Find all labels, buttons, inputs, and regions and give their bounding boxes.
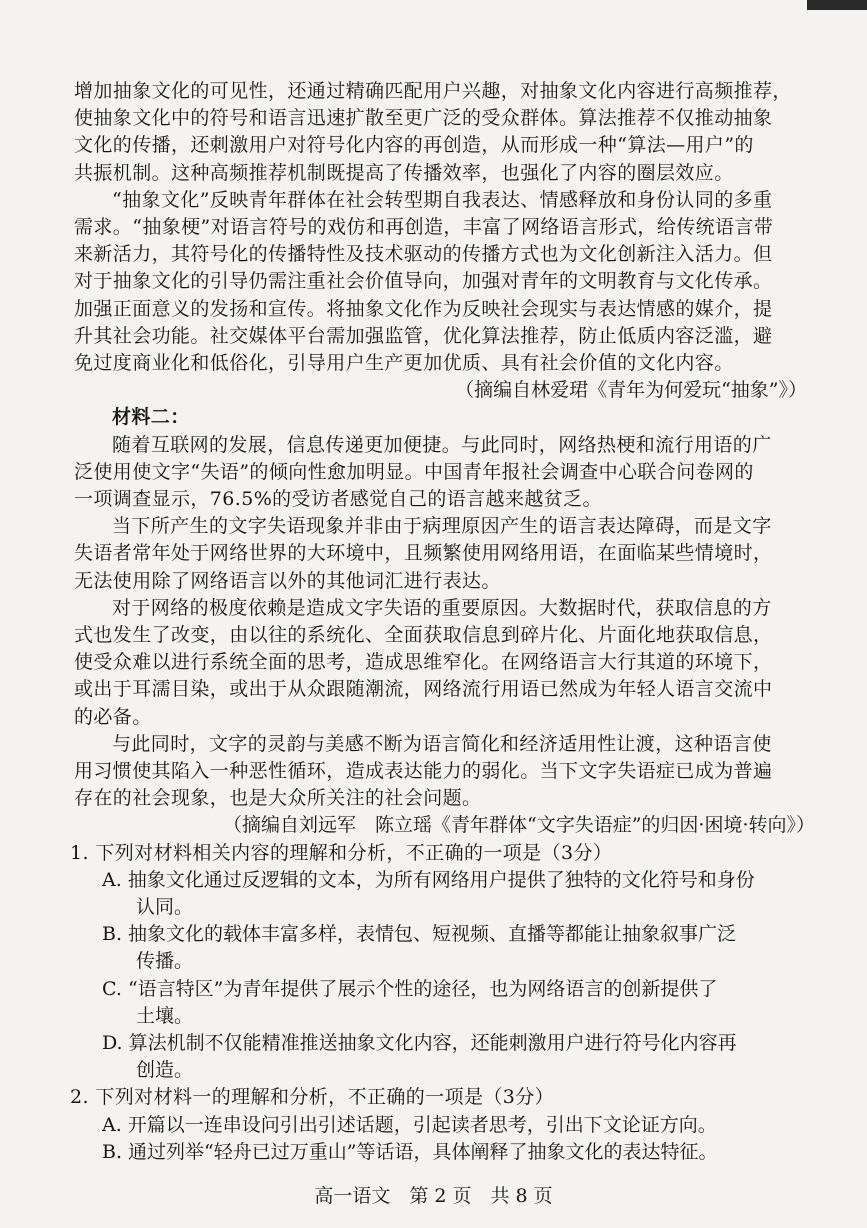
m2-line-11: 的必备。 [74,705,152,728]
m2-heading: 材料二： [112,406,190,429]
q2-option-a[interactable]: A. 开篇以一连串设问引出引述话题，引起读者思考，引出下文论证方向。 [102,1113,717,1136]
q2-option-b[interactable]: B. 通过列举“轻舟已过万重山”等话语，具体阐释了抽象文化的表达特征。 [102,1140,718,1163]
m1-line-9: 加强正面意义的发扬和宣传。将抽象文化作为反映社会现实与表达情感的媒介，提 [74,297,773,320]
q1-option-b-cont: 传播。 [136,950,194,973]
m2-source: （摘编自刘远军 陈立瑶《青年群体“文字失语症”的归因·困境·转向》） [222,814,815,837]
m1-line-7: 来新活力，其符号化的传播特性及技术驱动的传播方式也为文化创新注入活力。但 [74,243,773,266]
m2-line-3: 一项调查显示，76.5%的受访者感觉自己的语言越来越贫乏。 [74,488,602,510]
m2-line-7: 对于网络的极度依赖是造成文字失语的重要原因。大数据时代，获取信息的方 [112,596,772,619]
m2-line-1: 随着互联网的发展，信息传递更加便捷。与此同时，网络热梗和流行用语的广 [112,433,772,456]
q1-option-d[interactable]: D. 算法机制不仅能精准推送抽象文化内容，还能刺激用户进行符号化内容再 [102,1032,737,1054]
q1-stem: 1. 下列对材料相关内容的理解和分析，不正确的一项是（3分） [70,841,613,864]
q1-option-b[interactable]: B. 抽象文化的载体丰富多样，表情包、短视频、直播等都能让抽象叙事广泛 [102,923,737,946]
m2-line-4: 当下所产生的文字失语现象并非由于病理原因产生的语言表达障碍，而是文字 [112,515,772,538]
q1-option-a[interactable]: A. 抽象文化通过反逻辑的文本，为所有网络用户提供了独特的文化符号和身份 [102,868,755,891]
m2-line-6: 无法使用除了网络语言以外的其他词汇进行表达。 [74,569,501,592]
m2-line-9: 使受众难以进行系统全面的思考，造成思维窄化。在网络语言大行其道的环境下， [74,651,773,674]
q2-stem: 2. 下列对材料一的理解和分析，不正确的一项是（3分） [70,1086,555,1109]
m2-line-12: 与此同时，文字的灵韵与美感不断为语言简化和经济适用性让渡，这种语言使 [112,732,772,755]
m1-line-10: 升其社会功能。社交媒体平台需加强监管，优化算法推荐，防止低质内容泛滥，避 [74,324,773,347]
m1-line-2: 使抽象文化中的符号和语言迅速扩散至更广泛的受众群体。算法推荐不仅推动抽象 [74,107,773,130]
m2-line-10: 或出于耳濡目染，或出于从众跟随潮流，网络流行用语已然成为年轻人语言交流中 [74,678,773,701]
m1-source: （摘编自林爱珺《青年为何爱玩“抽象”》） [455,379,807,402]
m1-line-4: 共振机制。这种高频推荐机制既提高了传播效率，也强化了内容的圈层效应。 [74,161,734,184]
m2-line-14: 存在的社会现象，也是大众所关注的社会问题。 [74,787,482,810]
q1-option-d-cont: 创造。 [136,1059,194,1082]
scan-edge-mark [807,0,867,10]
m2-line-13: 用习惯使其陷入一种恶性循环，造成表达能力的弱化。当下文字失语症已成为普遍 [74,760,773,782]
m1-line-5: “抽象文化”反映青年群体在社会转型期自我表达、情感释放和身份认同的多重 [112,188,773,211]
m2-line-5: 失语者常年处于网络世界的大环境中，且频繁使用网络用语，在面临某些情境时， [74,542,773,565]
q1-option-a-cont: 认同。 [136,896,194,918]
m2-line-8: 式也发生了改变，由以往的系统化、全面获取信息到碎片化、片面化地获取信息， [74,624,773,646]
m1-line-6: 需求。“抽象梗”对语言符号的戏仿和再创造，丰富了网络语言形式，给传统语言带 [74,216,774,238]
q1-option-c-cont: 土壤。 [136,1004,194,1027]
m1-line-1: 增加抽象文化的可见性，还通过精确匹配用户兴趣，对抽象文化内容进行高频推荐， [74,80,792,102]
page-footer: 高一语文 第 2 页 共 8 页 [314,1185,553,1207]
m1-line-8: 对于抽象文化的引导仍需注重社会价值导向，加强对青年的文明教育与文化传承。 [74,270,773,293]
m1-line-3: 文化的传播，还刺激用户对符号化内容的再创造，从而形成一种“算法—用户”的 [74,134,754,157]
m2-line-2: 泛使用使文字“失语”的倾向性愈加明显。中国青年报社会调查中心联合问卷网的 [74,460,754,483]
q1-option-c[interactable]: C. “语言特区”为青年提供了展示个性的途径，也为网络语言的创新提供了 [102,977,718,1000]
m1-line-11: 免过度商业化和低俗化，引导用户生产更加优质、具有社会价值的文化内容。 [74,352,734,374]
